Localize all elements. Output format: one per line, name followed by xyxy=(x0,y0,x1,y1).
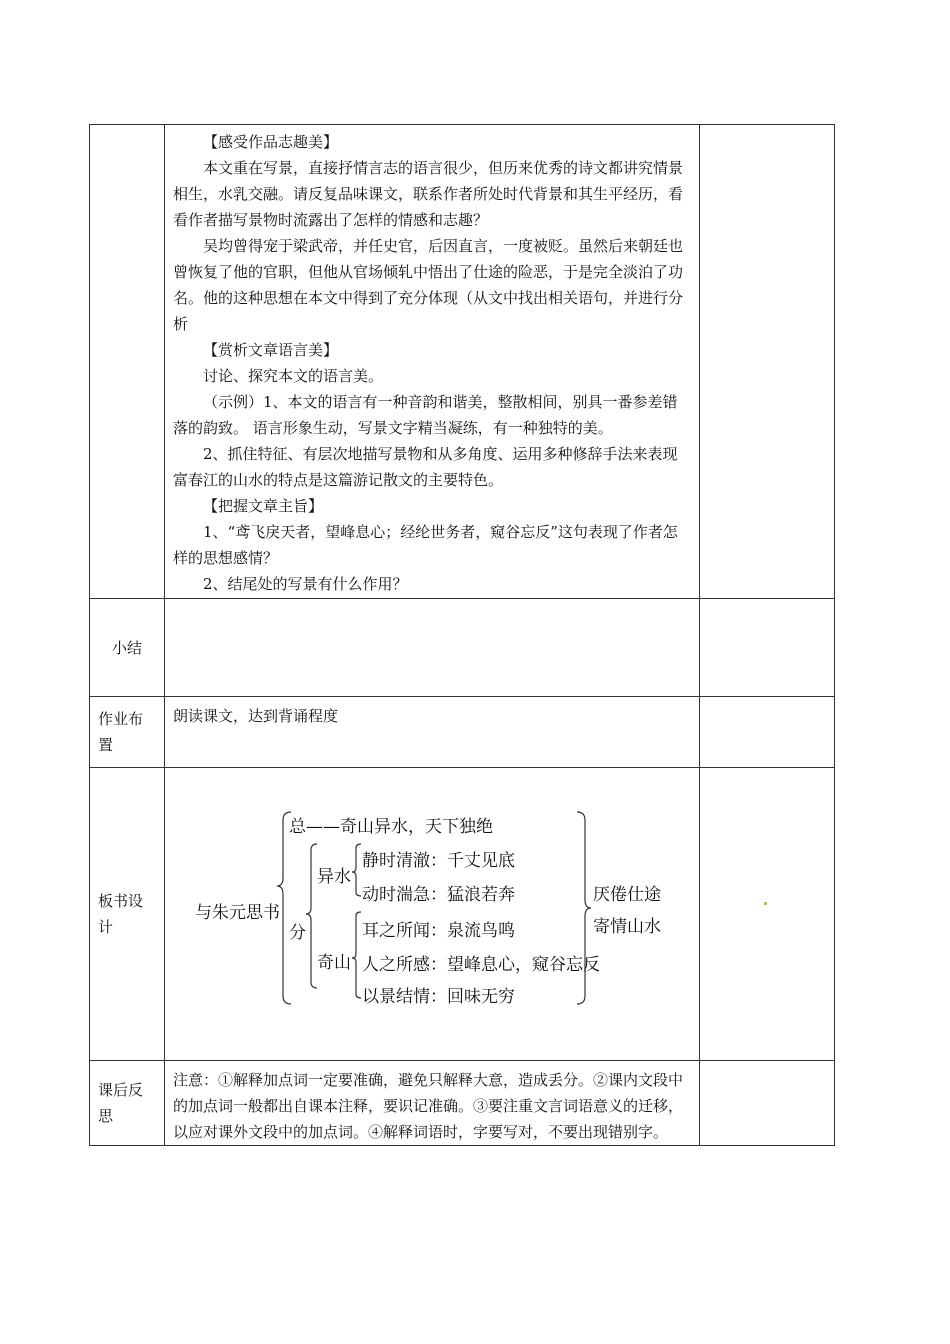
row-homework xyxy=(90,697,835,768)
board-qishan-2: 人之所感：望峰息心，窥谷忘反 xyxy=(362,955,600,975)
row-reflection xyxy=(90,1061,835,1146)
paragraph: 2、抓住特征、有层次地描写景物和从多角度、运用多种修辞手法来表现富春江的山水的特点是这篇游记散文的主要特色。 xyxy=(173,445,678,489)
summary-content xyxy=(165,599,700,697)
row-board-design xyxy=(90,768,835,1061)
board-label: 板书设计 xyxy=(90,768,165,1061)
summary-label: 小结 xyxy=(90,599,165,697)
paragraph: 讨论、探究本文的语言美。 xyxy=(203,367,384,385)
homework-label: 作业布置 xyxy=(90,697,165,768)
yishui-brace xyxy=(352,844,361,896)
board-yishui-2: 动时湍急：猛浪若奔 xyxy=(362,885,515,905)
paragraph: 吴均曾得宠于梁武帝，并任史官，后因直言，一度被贬。虽然后来朝廷也曾恢复了他的官职，但他从官场倾轧中悟出了仕途的险恶，于是完全淡泊了功名。他的这种思想在本文中得到了充分体现（从文中找出相关语句，并进行分析 xyxy=(173,237,684,333)
reflection-text: 注意：①解释加点词一定要准确，避免只解释大意，造成丢分。②课内文段中的加点词一般都出自课本注释，要识记准确。③要注重文言词语意义的迁移，以应对课外文段中的加点词。④解释词语时，字要写对，不要出现错别字。 xyxy=(165,1061,700,1146)
section-heading: 【赏析文章语言美】 xyxy=(203,341,339,359)
board-qishan: 奇山 xyxy=(317,953,351,973)
homework-text: 朗读课文，达到背诵程度 xyxy=(165,697,700,768)
board-zong: 总——奇山异水，天下独绝 xyxy=(289,817,493,837)
reflection-label: 课后反思 xyxy=(90,1061,165,1146)
board-right-2: 寄情山水 xyxy=(593,917,661,937)
lesson-plan-table xyxy=(89,124,835,1146)
board-notes xyxy=(700,768,835,1061)
summary-notes xyxy=(700,599,835,697)
board-yishui: 异水 xyxy=(317,867,351,887)
board-content xyxy=(165,768,700,1061)
qishan-brace xyxy=(352,912,361,998)
cell-empty-label xyxy=(90,125,165,599)
stray-mark xyxy=(764,902,767,905)
board-qishan-3: 以景结情：回味无穷 xyxy=(362,987,515,1007)
paragraph: 1、“鸢飞戾天者，望峰息心；经纶世务者，窥谷忘反”这句表现了作者怎样的思想感情？ xyxy=(173,523,678,567)
reflection-notes xyxy=(700,1061,835,1146)
section-heading: 【把握文章主旨】 xyxy=(203,497,324,515)
paragraph: （示例）1、本文的语言有一种音韵和谐美，整散相间，别具一番参差错落的韵致。 语言形象生动，写景文字精当凝练，有一种独特的美。 xyxy=(173,393,678,437)
fen-brace xyxy=(306,844,317,988)
board-title: 与朱元思书 xyxy=(195,903,280,923)
board-right-1: 厌倦仕途 xyxy=(593,885,661,905)
row-activities xyxy=(90,125,835,599)
section-heading: 【感受作品志趣美】 xyxy=(203,133,339,151)
board-diagram xyxy=(165,768,700,1060)
cell-notes xyxy=(700,125,835,599)
board-qishan-1: 耳之所闻：泉流鸟鸣 xyxy=(362,921,515,941)
paragraph: 2、结尾处的写景有什么作用？ xyxy=(203,575,408,593)
outer-right-brace xyxy=(577,812,591,1004)
homework-notes xyxy=(700,697,835,768)
cell-activities-content xyxy=(165,125,700,599)
board-fen: 分 xyxy=(289,923,306,943)
row-summary xyxy=(90,599,835,697)
paragraph: 本文重在写景，直接抒情言志的语言很少，但历来优秀的诗文都讲究情景相生，水乳交融。请反复品味课文，联系作者所处时代背景和其生平经历，看看作者描写景物时流露出了怎样的情感和志趣？ xyxy=(173,159,684,229)
board-yishui-1: 静时清澈：千丈见底 xyxy=(362,851,515,871)
